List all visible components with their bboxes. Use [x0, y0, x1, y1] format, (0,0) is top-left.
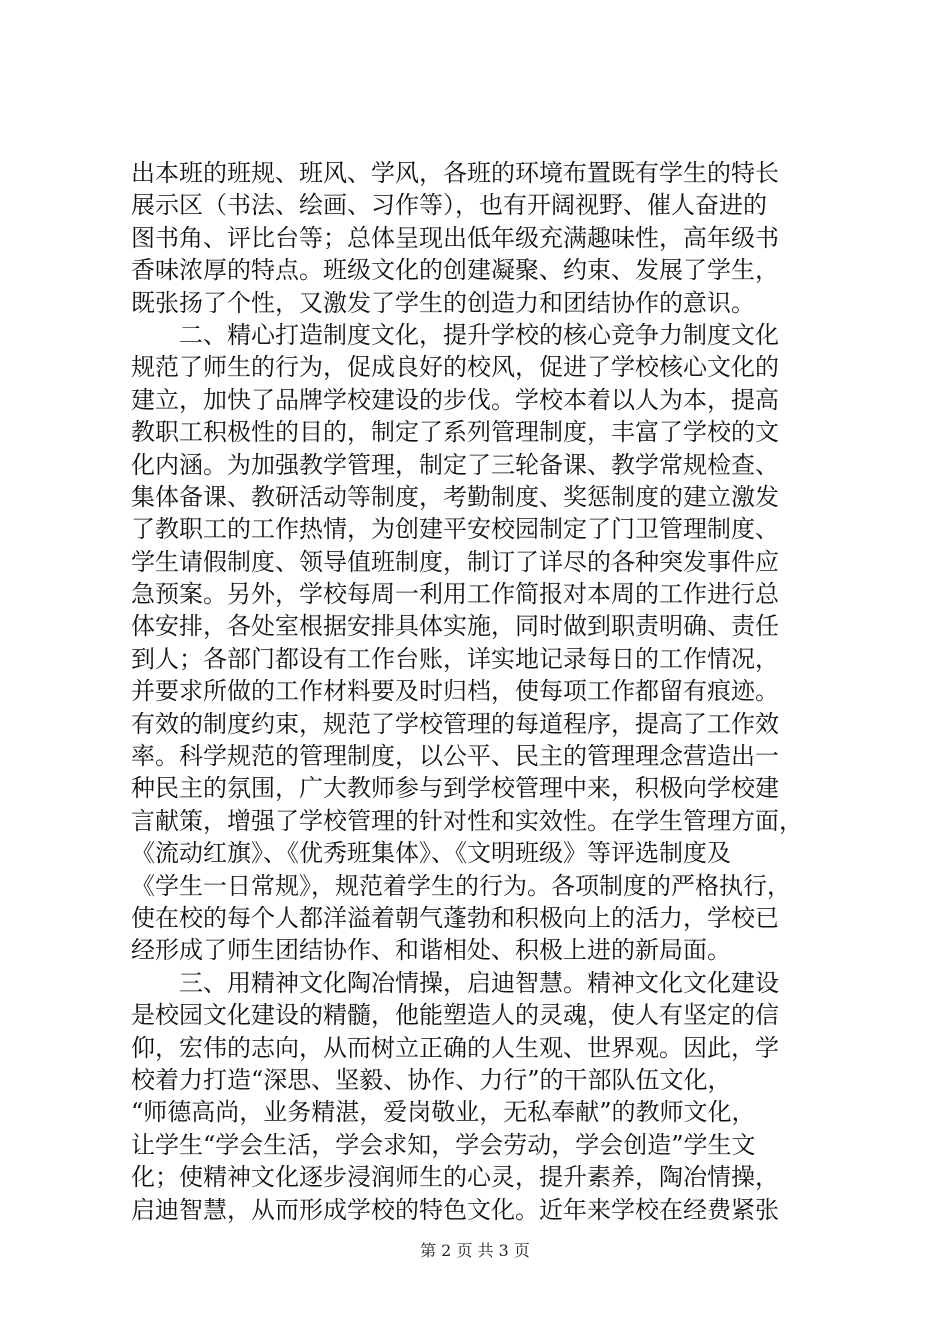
text-line: 有效的制度约束，规范了学校管理的每道程序，提高了工作效: [131, 709, 779, 738]
text-line: 展示区（书法、绘画、习作等），也有开阔视野、催人奋进的: [131, 191, 767, 220]
text-line: 二、精心打造制度文化，提升学校的核心竞争力制度文化: [179, 320, 779, 349]
text-line: 是校园文化建设的精髓，他能塑造人的灵魂，使人有坚定的信: [131, 1001, 779, 1030]
text-line: 急预案。另外，学校每周一利用工作简报对本周的工作进行总: [131, 580, 779, 609]
text-line: 使在校的每个人都洋溢着朝气蓬勃和积极向上的活力，学校已: [131, 903, 779, 932]
text-line: 仰，宏伟的志向，从而树立正确的人生观、世界观。因此，学: [131, 1033, 779, 1062]
text-line: 《学生一日常规》，规范着学生的行为。各项制度的严格执行，: [131, 871, 791, 900]
text-line: 化；使精神文化逐步浸润师生的心灵，提升素养，陶冶情操，: [131, 1163, 779, 1192]
page-footer: 第 2 页 共 3 页: [420, 1241, 530, 1260]
text-line: 言献策，增强了学校管理的针对性和实效性。在学生管理方面，: [131, 806, 803, 835]
text-line: 学生请假制度、领导值班制度，制订了详尽的各种突发事件应: [131, 547, 779, 576]
text-line: 香味浓厚的特点。班级文化的创建凝聚、约束、发展了学生，: [131, 256, 779, 285]
text-line: 出本班的班规、班风、学风，各班的环境布置既有学生的特长: [131, 159, 779, 187]
text-line: 经形成了师生团结协作、和谐相处、积极上进的新局面。: [131, 936, 731, 965]
text-line: 并要求所做的工作材料要及时归档，使每项工作都留有痕迹。: [131, 677, 779, 706]
document-body: [131, 157, 831, 1226]
text-line: 到人；各部门都设有工作台账，详实地记录每日的工作情况，: [131, 644, 779, 673]
text-line: 率。科学规范的管理制度，以公平、民主的管理理念营造出一: [131, 742, 779, 771]
text-line: 化内涵。为加强教学管理，制定了三轮备课、教学常规检查、: [131, 450, 779, 479]
text-line: 建立，加快了品牌学校建设的步伐。学校本着以人为本，提高: [131, 385, 779, 414]
text-line: 《流动红旗》、《优秀班集体》、《文明班级》等评选制度及: [131, 839, 731, 868]
text-line: 体安排，各处室根据安排具体实施，同时做到职责明确、责任: [131, 612, 779, 641]
text-line: 教职工积极性的目的，制定了系列管理制度，丰富了学校的文: [131, 418, 779, 447]
text-line: 种民主的氛围，广大教师参与到学校管理中来，积极向学校建: [131, 774, 779, 803]
text-line: 集体备课、教研活动等制度，考勤制度、奖惩制度的建立激发: [131, 482, 779, 511]
text-line: 规范了师生的行为，促成良好的校风，促进了学校核心文化的: [131, 353, 779, 382]
text-line: 启迪智慧，从而形成学校的特色文化。近年来学校在经费紧张: [131, 1195, 779, 1224]
text-line: 三、用精神文化陶冶情操，启迪智慧。精神文化文化建设: [179, 968, 779, 997]
text-line: 了教职工的工作热情，为创建平安校园制定了门卫管理制度、: [131, 515, 779, 544]
text-line: 让学生“学会生活，学会求知，学会劳动，学会创造”学生文: [131, 1130, 756, 1159]
text-line: “师德高尚，业务精湛，爱岗敬业，无私奉献”的教师文化，: [131, 1098, 756, 1127]
text-line: 图书角、评比台等；总体呈现出低年级充满趣味性，高年级书: [131, 223, 779, 252]
text-line: 校着力打造“深思、坚毅、协作、力行”的干部队伍文化，: [131, 1065, 732, 1094]
text-line: 既张扬了个性，又激发了学生的创造力和团结协作的意识。: [131, 288, 755, 317]
